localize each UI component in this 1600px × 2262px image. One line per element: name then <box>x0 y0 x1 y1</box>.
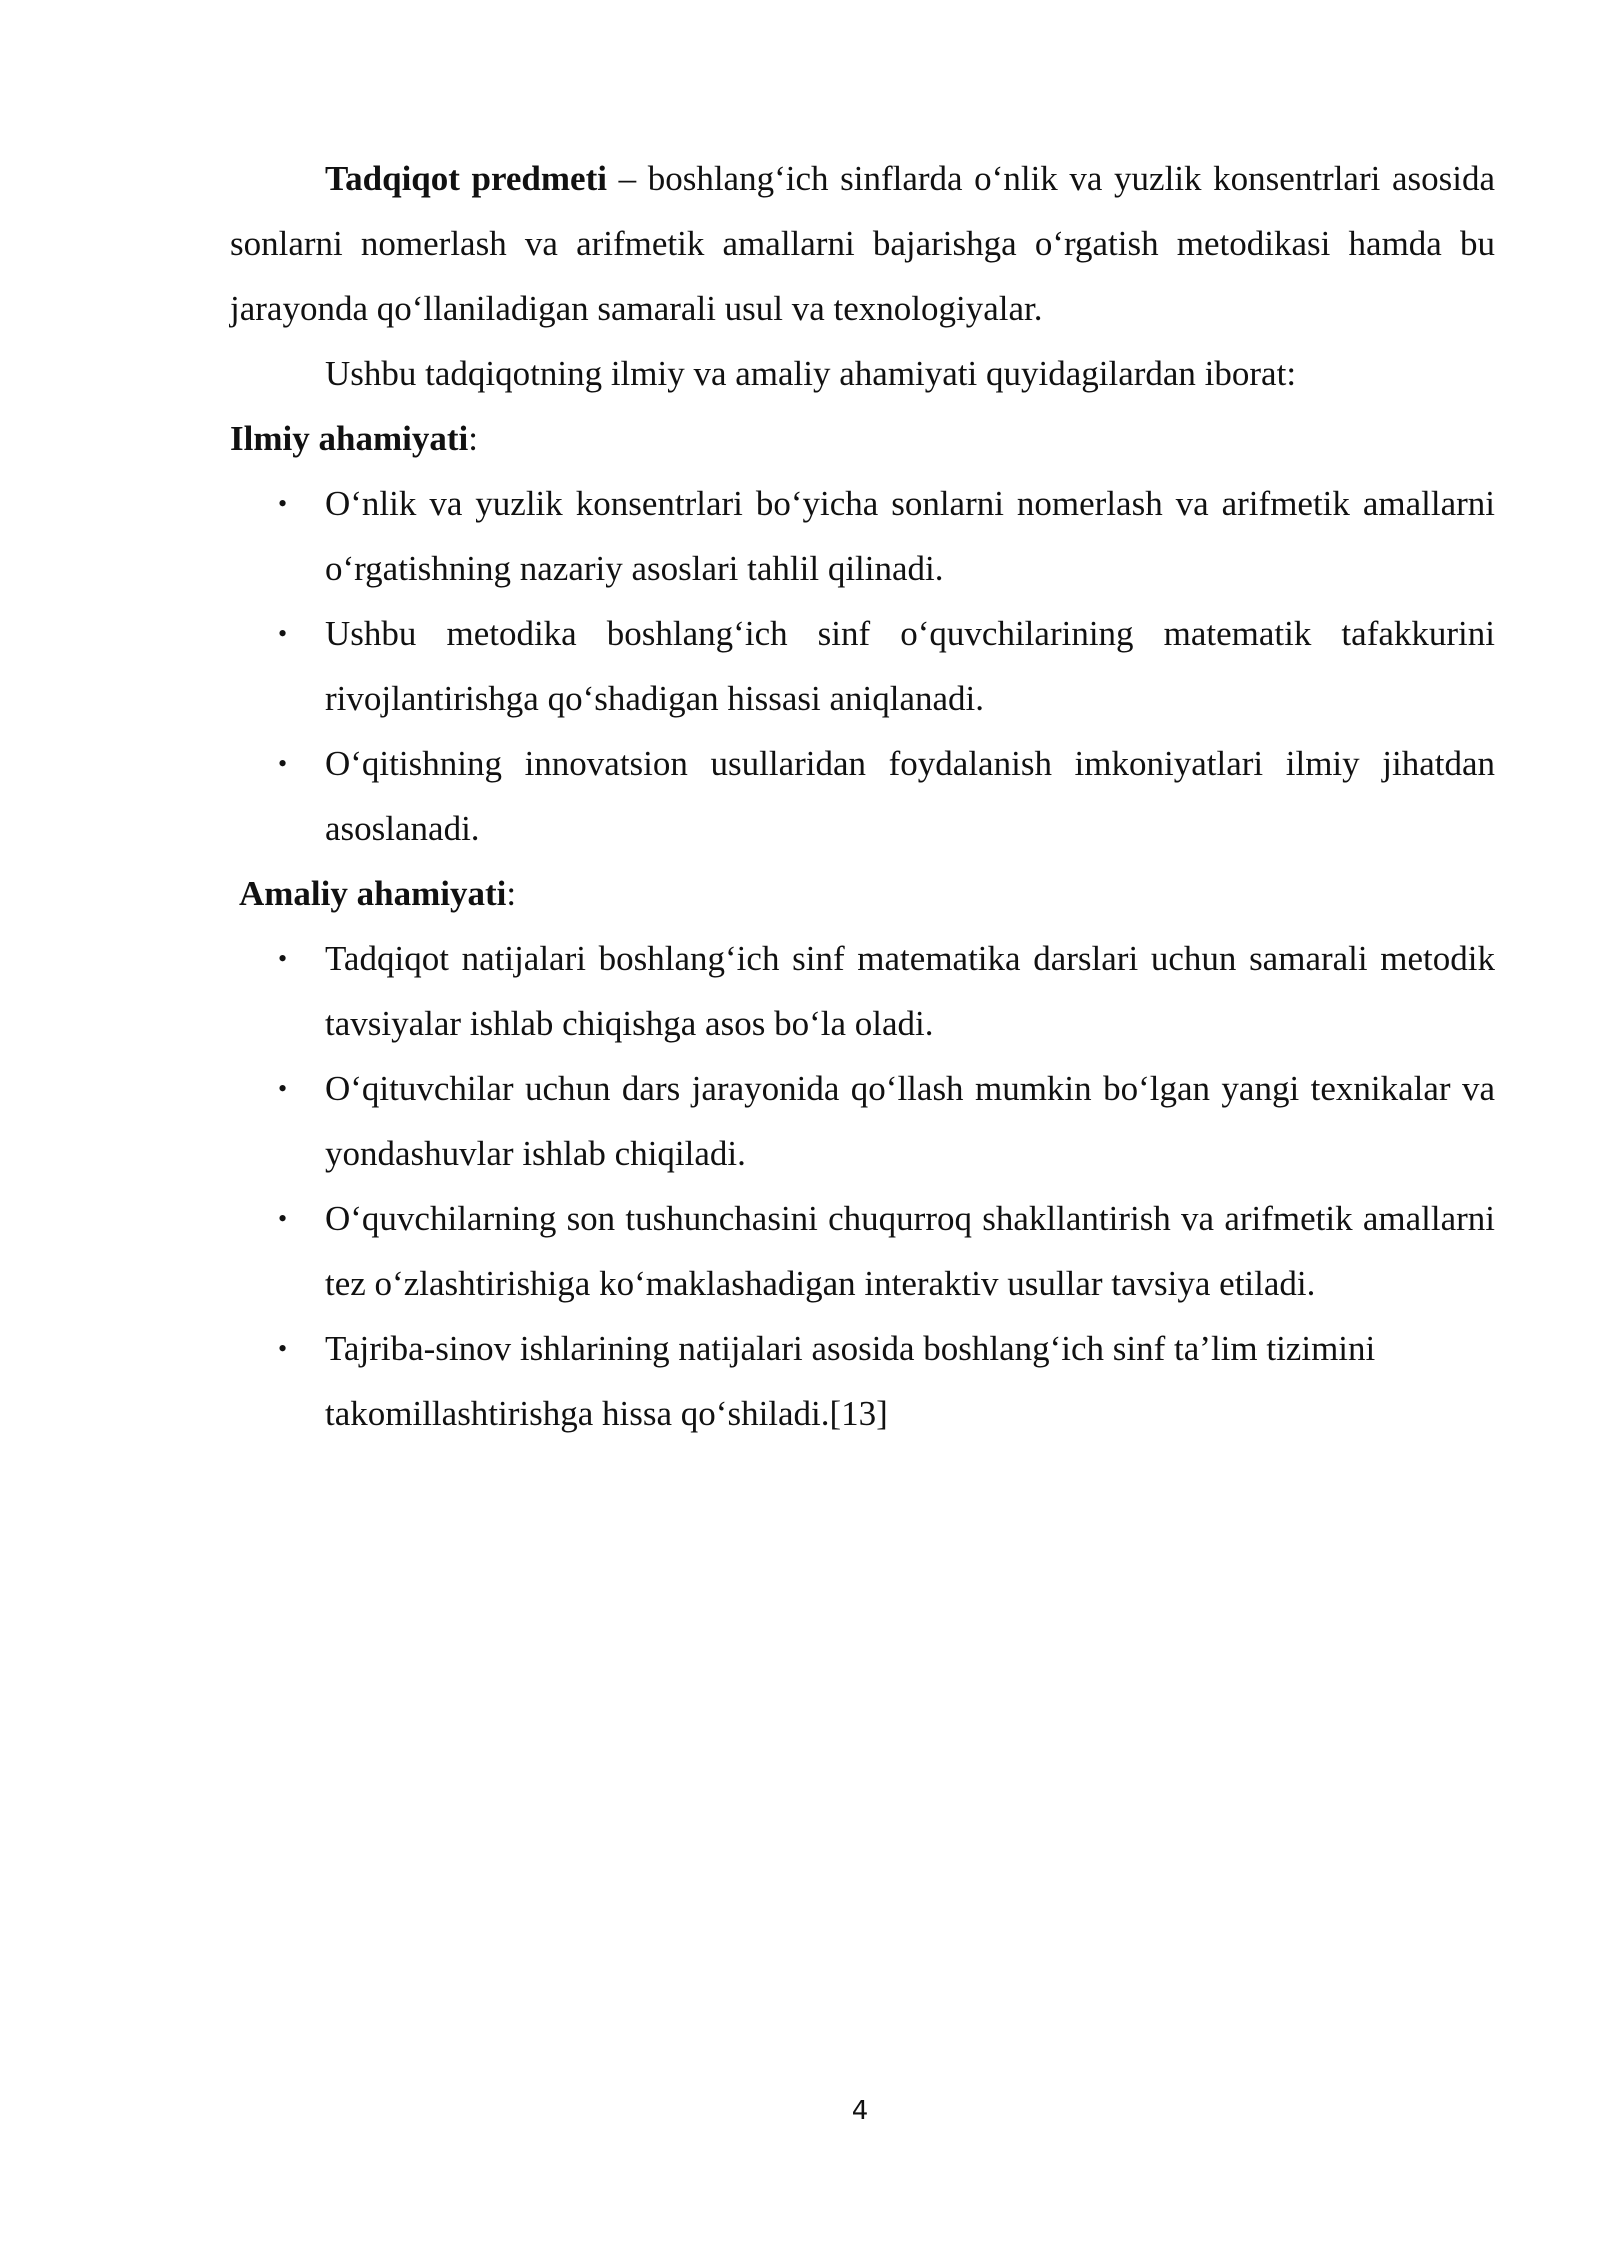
list-item <box>230 601 1495 731</box>
list-item <box>230 731 1495 861</box>
practical-significance-list <box>230 926 1495 1446</box>
research-subject-paragraph <box>230 146 1495 341</box>
bullet-icon: • <box>278 1334 288 1363</box>
research-subject-term: Tadqiqot predmeti <box>325 159 607 198</box>
list-item <box>230 1186 1495 1316</box>
page-body <box>230 146 1495 1446</box>
bullet-icon: • <box>278 619 288 648</box>
research-subject-text: – boshlang‘ich sinflarda o‘nlik va yuzlik konsentrlari asosida sonlarni nomerlash va arifmetik amallarni bajarishga o‘rgatish metodikasi hamda bu jarayonda qo‘llaniladigan samarali usul va texnologiyalar. <box>230 159 1495 328</box>
page-number: 4 <box>851 2096 869 2126</box>
scientific-significance-list <box>230 471 1495 861</box>
list-item <box>230 926 1495 1056</box>
list-item-text: O‘qituvchilar uchun dars jarayonida qo‘llash mumkin bo‘lgan yangi texnikalar va yondashuvlar ishlab chiqiladi. <box>325 1069 1495 1173</box>
scientific-significance-heading <box>230 406 1495 471</box>
scientific-significance-title: Ilmiy ahamiyati <box>230 419 469 458</box>
significance-intro-line: Ushbu tadqiqotning ilmiy va amaliy ahamiyati quyidagilardan iborat: <box>325 354 1297 393</box>
bullet-icon: • <box>278 489 288 518</box>
list-item-text: Ushbu metodika boshlang‘ich sinf o‘quvchilarining matematik tafakkurini rivojlantirishga qo‘shadigan hissasi aniqlanadi. <box>325 614 1495 718</box>
heading-colon: : <box>506 874 517 913</box>
list-item-text: Tajriba-sinov ishlarining natijalari asosida boshlang‘ich sinf ta’lim tizimini takomillashtirishga hissa qo‘shiladi.[13] <box>325 1329 1376 1433</box>
list-item-text: O‘nlik va yuzlik konsentrlari bo‘yicha sonlarni nomerlash va arifmetik amallarni o‘rgatishning nazariy asoslari tahlil qilinadi. <box>325 484 1495 588</box>
list-item-text: O‘quvchilarning son tushunchasini chuqurroq shakllantirish va arifmetik amallarni tez o‘zlashtirishiga ko‘maklashadigan interaktiv usullar tavsiya etiladi. <box>325 1199 1495 1303</box>
heading-colon: : <box>468 419 478 458</box>
bullet-icon: • <box>278 1074 288 1103</box>
practical-significance-heading <box>230 861 1495 926</box>
list-item-text: O‘qitishning innovatsion usullaridan foydalanish imkoniyatlari ilmiy jihatdan asoslanadi. <box>325 744 1495 848</box>
list-item-text: Tadqiqot natijalari boshlang‘ich sinf matematika darslari uchun samarali metodik tavsiyalar ishlab chiqishga asos bo‘la oladi. <box>325 939 1495 1043</box>
bullet-icon: • <box>278 1204 288 1233</box>
practical-significance-title: Amaliy ahamiyati <box>239 874 507 913</box>
list-item <box>230 471 1495 601</box>
bullet-icon: • <box>278 749 288 778</box>
list-item <box>230 1056 1495 1186</box>
list-item <box>230 1316 1495 1446</box>
bullet-icon: • <box>278 944 288 973</box>
